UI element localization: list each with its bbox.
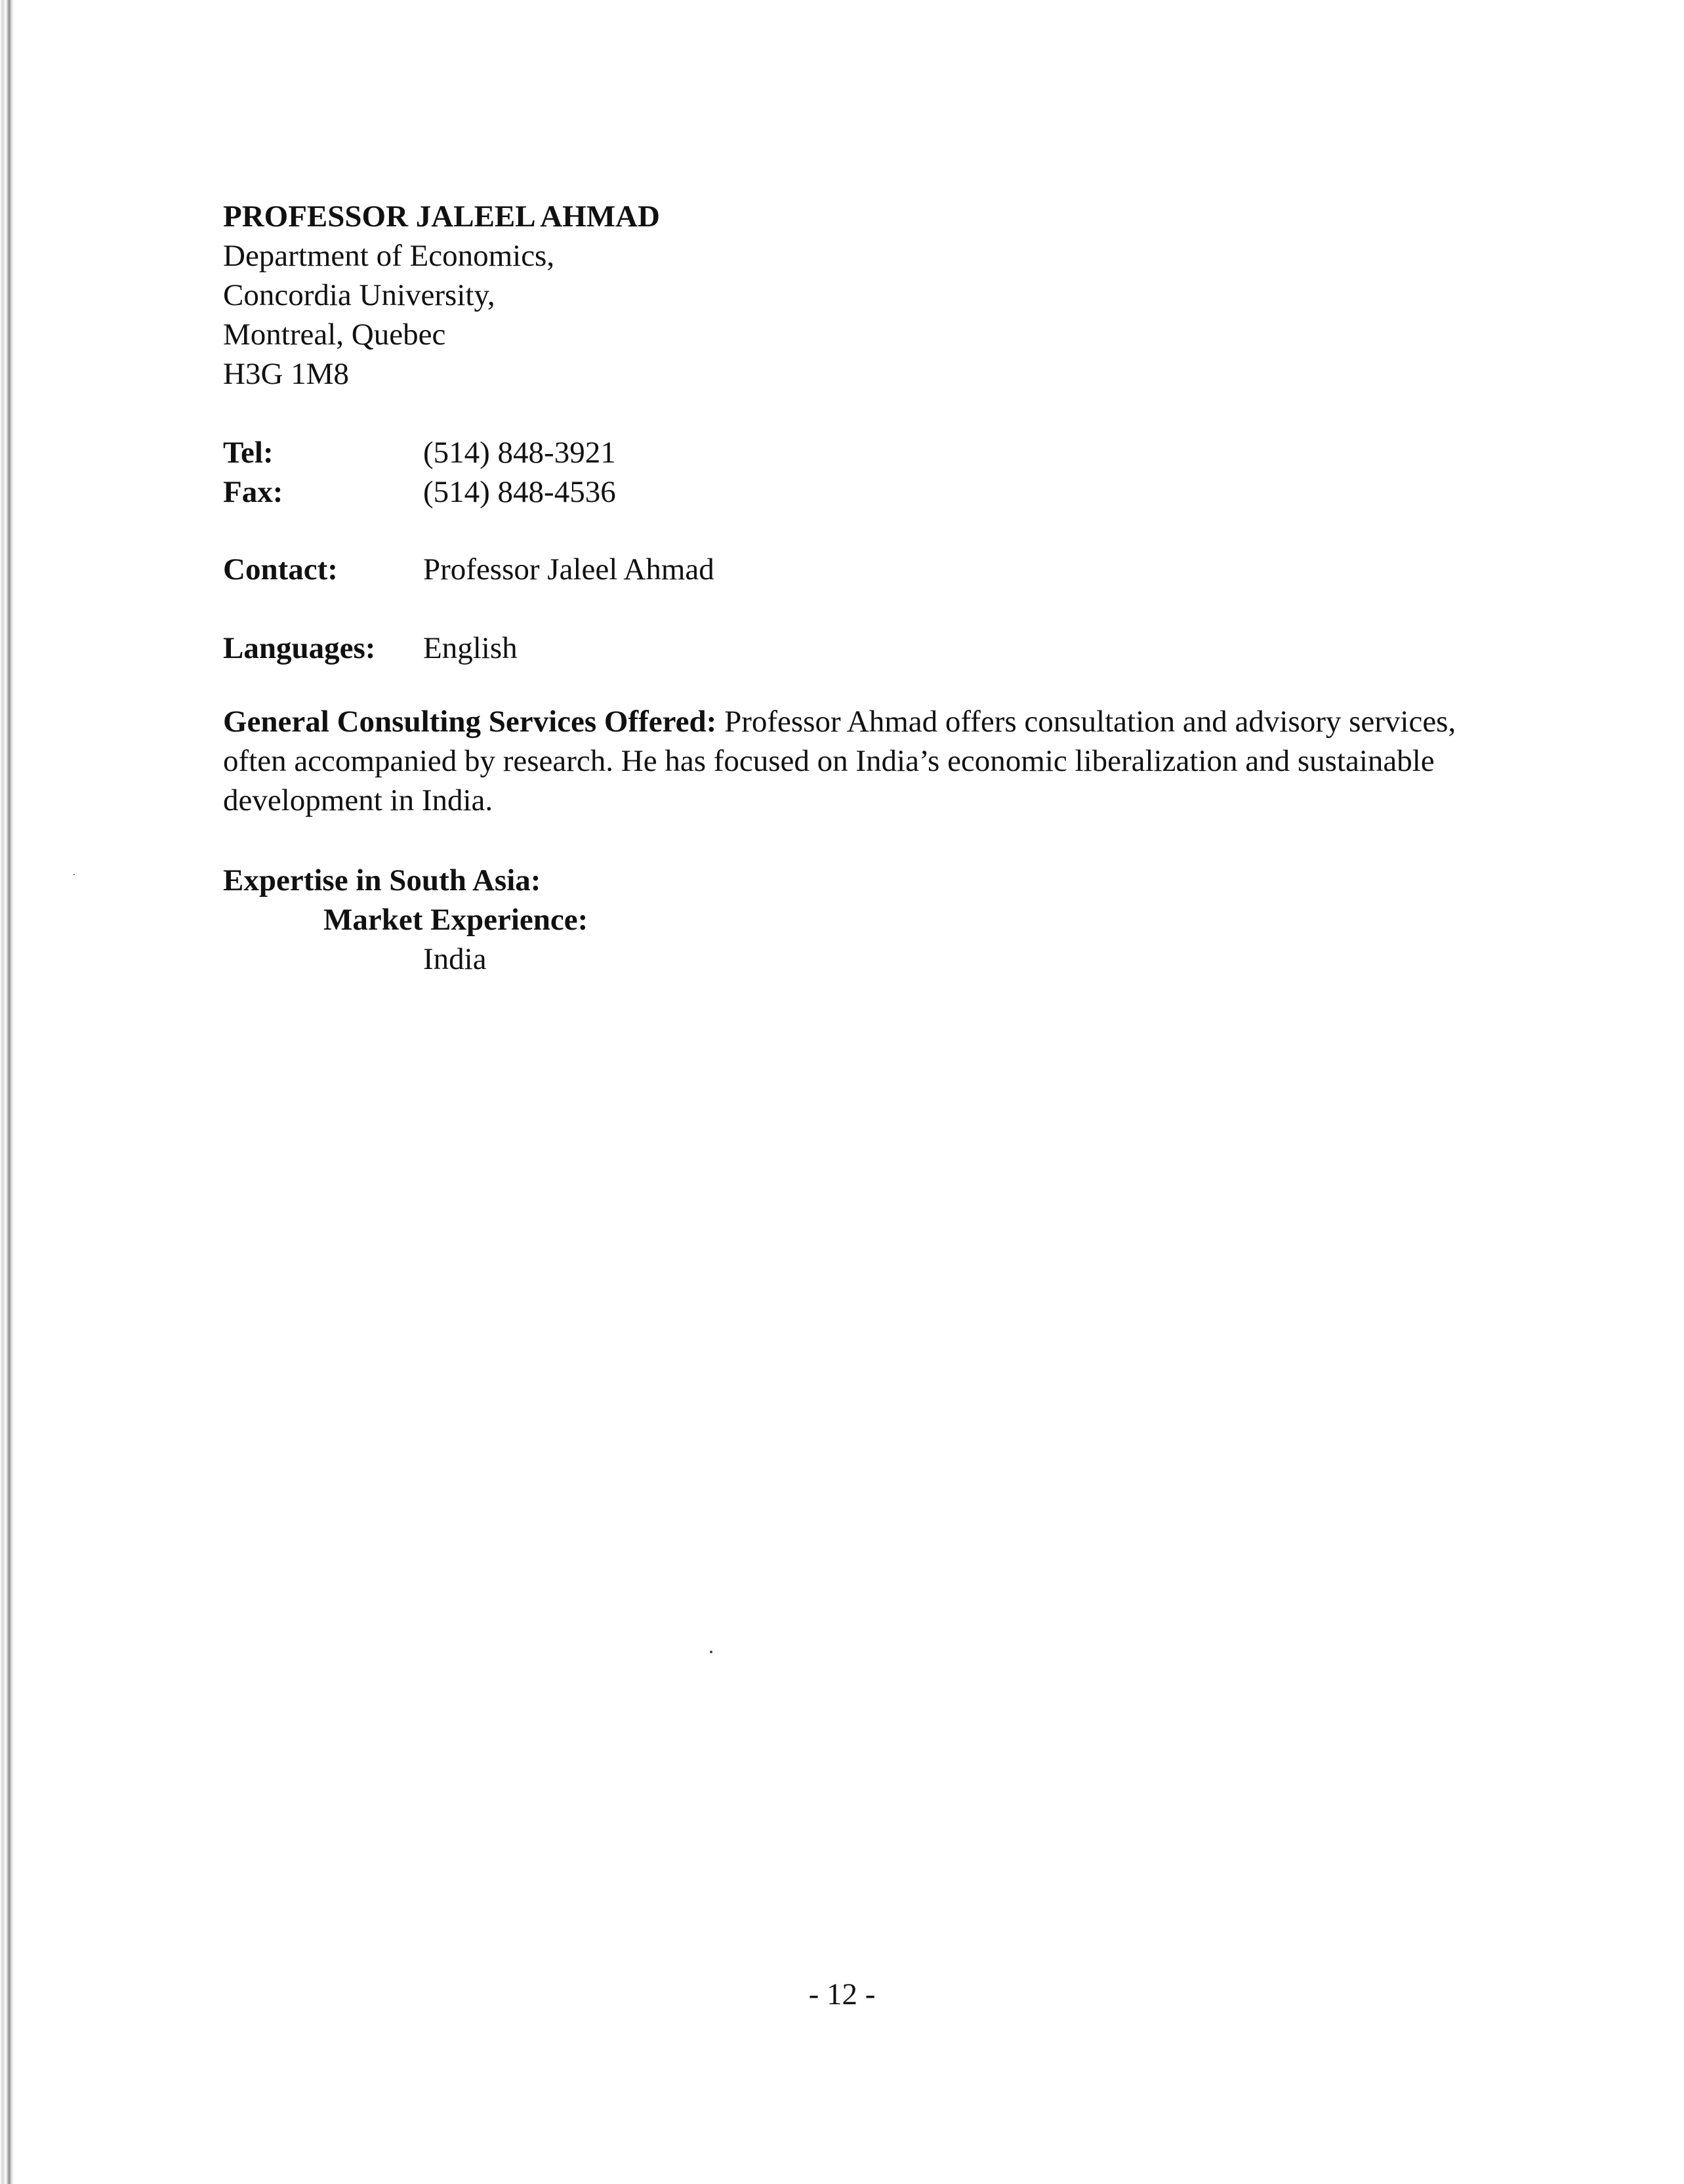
fax-value: (514) 848-4536 [423,475,616,509]
languages-label: Languages: [223,631,376,665]
scan-speck [710,1651,712,1653]
address-line-3: Montreal, Quebec [223,318,446,352]
professor-name: PROFESSOR JALEEL AHMAD [223,199,660,234]
market-experience-heading: Market Experience: [323,903,588,937]
scan-edge [0,0,14,2184]
address-line-4: H3G 1M8 [223,357,349,391]
services-text: Professor Ahmad offers consultation and advisory services, often accompanied by research. He has focused on India’s economic liberalization and sustainable development in India. [223,705,1456,817]
languages-value: English [423,631,518,665]
address-line-2: Concordia University, [223,278,495,312]
services-label: General Consulting Services Offered: [223,705,717,739]
scan-speck [73,874,75,875]
address-line-1: Department of Economics, [223,239,555,273]
expertise-heading: Expertise in South Asia: [223,863,541,897]
contact-value: Professor Jaleel Ahmad [423,552,714,587]
tel-value: (514) 848-3921 [423,436,616,470]
page-number: - 12 - [808,1977,876,2011]
contact-label: Contact: [223,552,338,587]
tel-label: Tel: [223,436,274,470]
services-paragraph [223,702,1502,820]
fax-label: Fax: [223,475,283,509]
market-experience-value: India [423,942,487,976]
